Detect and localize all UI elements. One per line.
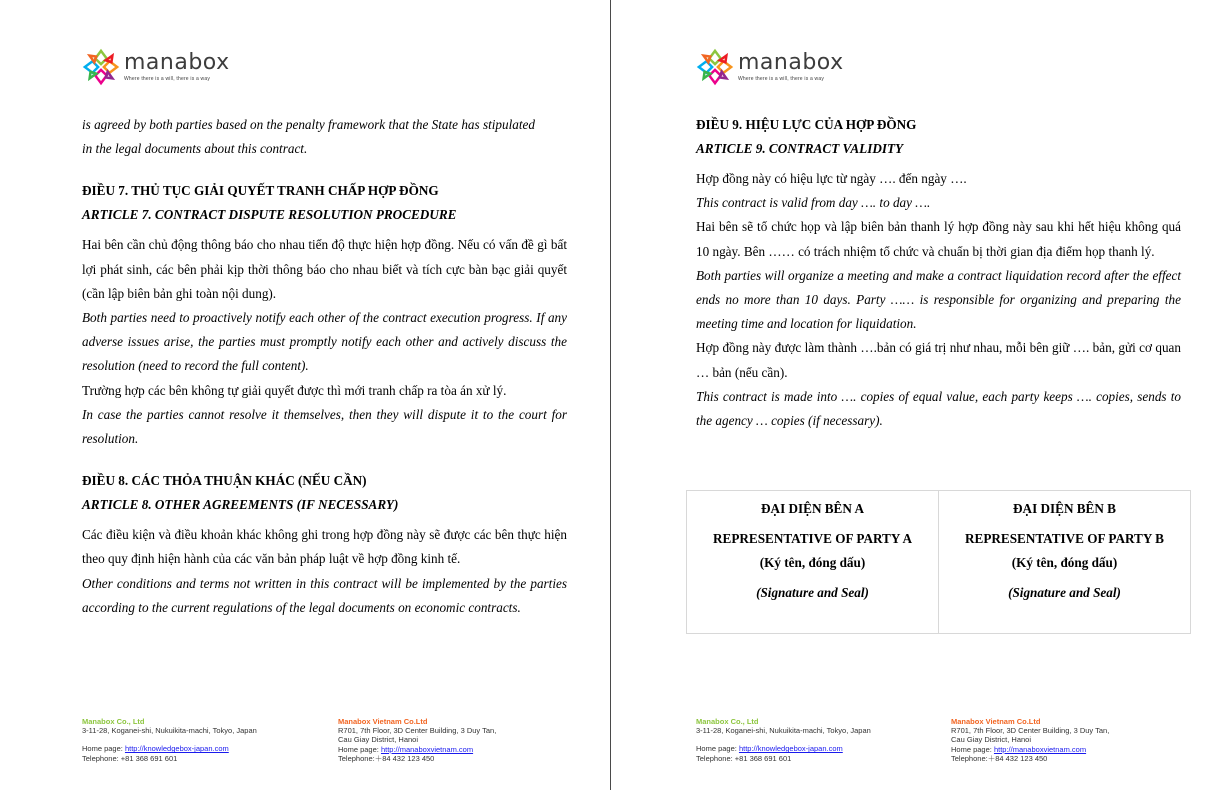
party-b-title-vi: ĐẠI DIỆN BÊN B xyxy=(1013,501,1116,516)
article-9-p2-en: Both parties will organize a meeting and make a contract liquidation record after the effect ends no more than 10 days. Party …… is responsible for organizing and preparing the meeting time and location for liquidation. xyxy=(696,267,1181,332)
footer-japan-telephone: Telephone: +81 368 691 601 xyxy=(696,753,792,763)
footer-vietnam-telephone: Telephone:＋84 432 123 450 xyxy=(338,753,435,763)
footer-vietnam-homepage-label: Home page: xyxy=(951,744,992,754)
signature-party-b xyxy=(939,491,1190,633)
article-9-p1-en: This contract is valid from day …. to day …. xyxy=(696,195,931,211)
footer-japan-name: Manabox Co., Ltd xyxy=(82,717,145,726)
footer-vietnam-name: Manabox Vietnam Co.Ltd xyxy=(951,717,1041,726)
footer-vietnam xyxy=(951,717,1191,763)
article-7-p2-vi: Trường hợp các bên không tự giải quyết được thì mới tranh chấp ra tòa án xử lý. xyxy=(82,382,507,398)
footer-vietnam-telephone: Telephone:＋84 432 123 450 xyxy=(951,753,1048,763)
manabox-logo-icon xyxy=(82,48,120,86)
footer-japan-address: 3-11-28, Koganei-shi, Nukuikita-machi, Tokyo, Japan xyxy=(82,726,257,736)
footer-japan-telephone: Telephone: +81 368 691 601 xyxy=(82,753,178,763)
party-a-title-vi: ĐẠI DIỆN BÊN A xyxy=(761,501,864,516)
party-b-sign-en: (Signature and Seal) xyxy=(1008,585,1121,600)
footer-vietnam-address-2: Cau Giay District, Hanoi xyxy=(951,735,1032,745)
footer-vietnam-homepage-link[interactable]: http://manaboxvietnam.com xyxy=(993,744,1087,754)
footer-japan-homepage-label: Home page: xyxy=(696,744,737,754)
article-9-title-vi: ĐIỀU 9. HIỆU LỰC CỦA HỢP ĐỒNG xyxy=(696,117,917,132)
footer-vietnam-homepage-link[interactable]: http://manaboxvietnam.com xyxy=(380,744,474,754)
signature-table xyxy=(686,490,1191,634)
left-page-content xyxy=(82,113,567,620)
article-7-title-vi: ĐIỀU 7. THỦ TỤC GIẢI QUYẾT TRANH CHẤP HỢP ĐỒNG xyxy=(82,183,439,199)
footer-japan-address: 3-11-28, Koganei-shi, Nukuikita-machi, Tokyo, Japan xyxy=(696,726,871,736)
intro-line-1: is agreed by both parties based on the penalty framework that the State has stipulated xyxy=(82,117,535,132)
article-9-p3-vi: Hợp đồng này được làm thành ….bản có giá trị như nhau, mỗi bên giữ …. bản, gửi cơ quan … bản (nếu cần). xyxy=(696,340,1181,380)
article-8-title-vi: ĐIỀU 8. CÁC THỎA THUẬN KHÁC (NẾU CẦN) xyxy=(82,473,367,489)
article-7-p2-en: In case the parties cannot resolve it themselves, then they will dispute it to the court for resolution. xyxy=(82,406,567,447)
document-page-right xyxy=(612,0,1223,790)
footer-japan xyxy=(82,717,322,763)
footer-japan-homepage-link[interactable]: http://knowledgebox-japan.com xyxy=(124,744,229,754)
footer-japan-homepage-label: Home page: xyxy=(82,744,123,754)
party-b-sign-vi: (Ký tên, đóng dấu) xyxy=(1011,555,1118,570)
document-page-left xyxy=(0,0,610,790)
logo-wordmark: manabox xyxy=(738,50,844,75)
article-8-p1-en: Other conditions and terms not written in this contract will be implemented by the parties according to the current regulations of the legal documents on economic contracts. xyxy=(82,575,567,615)
party-b-title-en: REPRESENTATIVE OF PARTY B xyxy=(965,531,1164,546)
party-a-title-en: REPRESENTATIVE OF PARTY A xyxy=(713,531,912,546)
footer-vietnam xyxy=(338,717,578,763)
article-9-title-en: ARTICLE 9. CONTRACT VALIDITY xyxy=(696,141,904,156)
footer-vietnam-address-1: R701, 7th Floor, 3D Center Building, 3 Duy Tan, xyxy=(951,726,1110,736)
intro-line-2: in the legal documents about this contract. xyxy=(82,141,308,157)
article-7-p1-en: Both parties need to proactively notify each other of the contract execution progress. If any adverse issues arise, the parties must promptly notify each other and actively discuss the resolution (need to record the full content). xyxy=(82,310,567,374)
article-7-title-en: ARTICLE 7. CONTRACT DISPUTE RESOLUTION PROCEDURE xyxy=(82,207,457,223)
article-9-p1-vi: Hợp đồng này có hiệu lực từ ngày …. đến ngày …. xyxy=(696,171,967,186)
manabox-logo xyxy=(696,48,844,86)
logo-wordmark: manabox xyxy=(124,50,230,75)
party-a-sign-en: (Signature and Seal) xyxy=(756,585,869,600)
page-divider xyxy=(610,0,611,790)
logo-slogan: Where there is a will, there is a way xyxy=(738,76,825,82)
signature-party-a xyxy=(687,491,939,633)
footer-vietnam-homepage-label: Home page: xyxy=(338,744,379,754)
article-8-p1-vi: Các điều kiện và điều khoản khác không ghi trong hợp đồng này sẽ được các bên thực hiện theo quy định hiện hành của các văn bản pháp luật về hợp đồng kinh tế. xyxy=(82,527,567,567)
footer-vietnam-address-1: R701, 7th Floor, 3D Center Building, 3 Duy Tan, xyxy=(338,726,497,736)
manabox-logo-icon xyxy=(696,48,734,86)
article-7-p1-vi: Hai bên cần chủ động thông báo cho nhau tiến độ thực hiện hợp đồng. Nếu có vấn đề gì bất lợi phát sinh, các bên phải kịp thời thông báo cho nhau biết và tích cực bàn bạc giải quyết (cần lập biên bản ghi toàn nội dung). xyxy=(82,237,567,301)
footer-vietnam-address-2: Cau Giay District, Hanoi xyxy=(338,735,419,745)
footer-japan-name: Manabox Co., Ltd xyxy=(696,717,759,726)
footer-japan xyxy=(696,717,936,763)
intro-paragraph xyxy=(82,113,567,161)
article-9-p2-vi: Hai bên sẽ tổ chức họp và lập biên bản thanh lý hợp đồng này sau khi hết hiệu không quá 10 ngày. Bên …… có trách nhiệm tổ chức và chuẩn bị thời gian địa điểm họp thanh lý. xyxy=(696,219,1181,259)
party-a-sign-vi: (Ký tên, đóng dấu) xyxy=(759,555,866,570)
footer-japan-homepage-link[interactable]: http://knowledgebox-japan.com xyxy=(738,744,843,754)
manabox-logo xyxy=(82,48,230,86)
logo-slogan: Where there is a will, there is a way xyxy=(124,76,211,82)
article-9-p3-en: This contract is made into …. copies of equal value, each party keeps …. copies, sends to the agency … copies (if necessary). xyxy=(696,388,1181,429)
right-page-content xyxy=(696,113,1181,433)
footer-vietnam-name: Manabox Vietnam Co.Ltd xyxy=(338,717,428,726)
article-8-title-en: ARTICLE 8. OTHER AGREEMENTS (IF NECESSARY) xyxy=(82,497,399,513)
